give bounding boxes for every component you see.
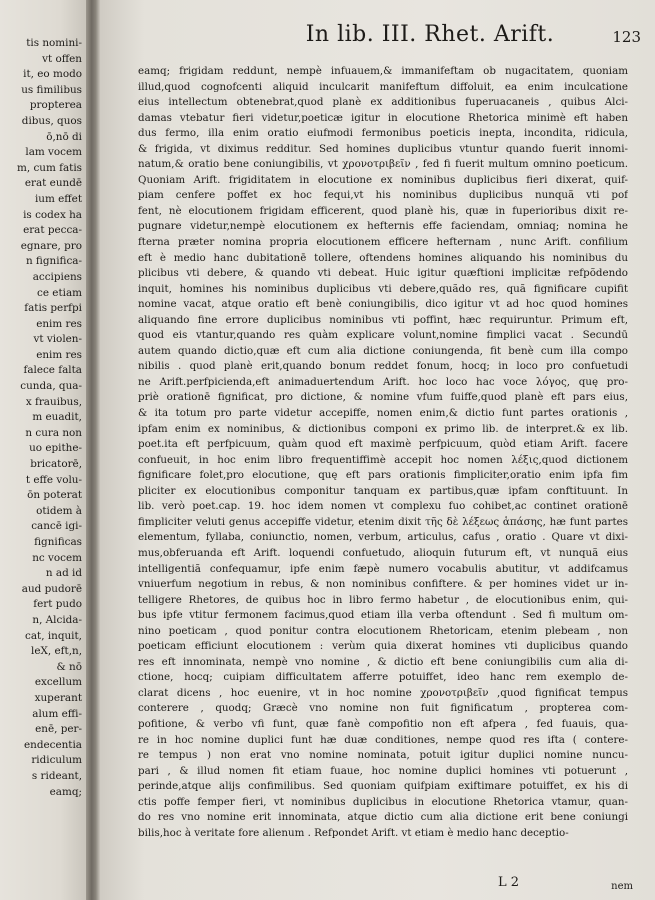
text-line: lib. verò poet.cap. 19. hoc idem nomen vt complexu fuo cohibet,ac continet orationē bbox=[138, 500, 628, 513]
text-line: bus ipfe vtitur fermonem facimus,quod etiam illa verba oftendunt . Sed fi multum om- bbox=[138, 609, 628, 622]
text-line: perinde,atque alijs confimilibus. Sed quoniam quifpiam exiftimare potuiffet, ex his di bbox=[138, 780, 628, 793]
page-number: 123 bbox=[612, 28, 641, 46]
text-line: natum,& oratio bene coniungibilis, vt χρονοτριβεῖν , fed fi fuerit multum omnino poeticum. bbox=[138, 158, 628, 171]
left-page-line: ridiculum bbox=[31, 754, 82, 767]
text-line: confueuit, in hoc enim libro frequentiffimè accepit hoc nomen λέξις,quod dictionem bbox=[138, 453, 628, 466]
left-page-line: n, Alcida- bbox=[32, 613, 82, 626]
text-line: dus fermo, illa enim oratio eiufmodi fermonibus poeticis inepta, incondita, ridicula, bbox=[138, 127, 628, 140]
left-page-line: ium effet bbox=[34, 192, 82, 205]
left-page-line: enim res bbox=[36, 348, 82, 361]
text-line: do res vno nomine erit innominata, atque dictio cum alia dictione erit bene coniungi bbox=[138, 811, 628, 824]
text-line: pugnare videtur,nempè elocutionem ex hefternis effe faciendam, omniaq; nomina he bbox=[138, 220, 628, 233]
left-page-line: bricatorē, bbox=[30, 458, 82, 471]
text-line: ipfam enim ex nominibus, & dictionibus componi ex primo lib. de interpret.& ex lib. bbox=[138, 422, 628, 435]
signature-mark: L 2 bbox=[498, 875, 520, 890]
left-page-line: falece falta bbox=[23, 364, 82, 377]
left-page-line: & nō bbox=[56, 660, 82, 673]
left-page-line: leX, eft,n, bbox=[31, 645, 82, 658]
text-line: eft è medio hanc dubitationē tollere, oftendens homines aliquando his nominibus du bbox=[138, 251, 628, 264]
text-line: plicibus vti debere, & quando vti debeat. Huic igitur quæftioni implicitæ refpõdendo bbox=[138, 267, 628, 280]
text-line: mus,obferuanda eft Arift. loquendi confuetudo, alioquin futurum eft, vt nunquã eius bbox=[138, 546, 628, 559]
left-page-line: ō,nō di bbox=[46, 130, 82, 143]
text-line: Quoniam Arift. frigiditatem in elocutione ex nominibus duplicibus fieri dixerat, quif- bbox=[138, 173, 628, 186]
text-line: priè orationē fignificat, pro dictione, & nomine vfum fuiffe,quod planè eft pars eius, bbox=[138, 391, 628, 404]
left-page-line: lam vocem bbox=[25, 146, 82, 159]
text-line: pliciter ex elocutionibus componitur tanquam ex partibus,quæ ipfam conftituunt. In bbox=[138, 484, 628, 497]
left-page-line: alum effi- bbox=[32, 707, 82, 720]
left-page-line: x frauibus, bbox=[25, 395, 82, 408]
left-page-line: egnare, pro bbox=[20, 239, 82, 252]
left-page-line: enē, per- bbox=[35, 723, 82, 736]
text-line: pofitione, & verbo vfi funt, quæ fanè compofitio non eft afpera , fed fuauis, qua- bbox=[138, 717, 628, 730]
text-line: poeticam efficiunt elocutionem : verùm quia dixerat homines vti duplicibus quando bbox=[138, 640, 628, 653]
left-page-line: fert pudo bbox=[33, 598, 82, 611]
left-page-line: erat pecca- bbox=[23, 224, 82, 237]
text-line: vniuerfum negotium in rebus, & non nominibus confiftere. & per homines videt ur in- bbox=[138, 578, 628, 591]
text-line: & frigida, vt diximus redditur. Sed homines duplicibus vtuntur quando fuerit innomi- bbox=[138, 142, 628, 155]
left-page-line: fignificas bbox=[34, 536, 82, 548]
text-line: re in hoc nomine duplici funt hæ duæ conditiones, nempe quod res ifta ( contere- bbox=[138, 733, 628, 746]
left-page-line: eamq; bbox=[49, 785, 82, 798]
left-page-line: propterea bbox=[29, 99, 82, 112]
left-page-line: vt offen bbox=[42, 52, 82, 65]
left-page-line: excellum bbox=[34, 676, 82, 689]
left-page-text-column bbox=[0, 36, 82, 800]
left-page-line: uo epithe- bbox=[29, 442, 82, 455]
text-line: autem quando dictio,quæ eft cum alia dictione coniungenda, fit benè cum illa compo bbox=[138, 344, 628, 357]
text-line: & ita totum pro parte videtur accepiffe, nomen enim,& dictio funt partes orationis , bbox=[138, 407, 628, 420]
left-page-line: cat, inquit, bbox=[25, 629, 82, 642]
left-page-line: tis nomini- bbox=[26, 37, 82, 49]
left-page-line: us fimilibus bbox=[21, 83, 82, 96]
text-line: pari , & illud nomen fit etiam fuaue, hoc nomine duplici homines vti potuerunt , bbox=[138, 764, 628, 777]
text-line: ne Arift.perfpicienda,eft animaduertendum Arift. hoc loco hac voce λόγος, quę pro- bbox=[138, 375, 628, 388]
text-line: piam cenfere poffet ex hoc fequi,vt his nominibus duplicibus nunquã vti pof bbox=[138, 189, 628, 202]
body-text bbox=[138, 64, 628, 841]
text-line: conterere , quodq; Græcè vno nomine non fuit fignificatum , propterea com- bbox=[138, 702, 628, 715]
left-page-line: enim res bbox=[36, 317, 82, 330]
text-line: aliquando fine errore duplicibus nominibus vti poffint, hæc requiruntur. Primum eft, bbox=[138, 313, 628, 326]
left-page-line: ce etiam bbox=[37, 286, 82, 299]
text-line: quod eis vtantur,quando res quàm explicare volunt,nomine fimplici vacat . Secundū bbox=[138, 329, 628, 342]
text-line: poet.ita eft perfpicuum, quàm quod eft maximè perfpicuum, quòd etiam Arift. facere bbox=[138, 438, 628, 451]
left-page-line: endecentia bbox=[24, 738, 82, 751]
text-line: fignificare folet,pro elocutione, quę eft pars orationis fimpliciter,oratio enim ipfa fim bbox=[138, 469, 628, 482]
left-page-line: it, eo modo bbox=[23, 68, 82, 81]
text-line: illud,quod cognofcenti aliquid inculcarit manifeftum diffoluit, ea enim inculcatione bbox=[138, 80, 628, 93]
left-page-line: cunda, qua- bbox=[20, 380, 82, 393]
left-page-line: m, cum fatis bbox=[17, 161, 82, 174]
text-line: damas vtebatur fieri videtur,poeticæ igitur in elocutione Rhetorica minimè eft haben bbox=[138, 111, 628, 124]
text-line: ctis poffe femper fieri, vt nominibus duplicibus in elocutione Rhetorica vtamur, quan- bbox=[138, 795, 628, 808]
left-page-line: nc vocem bbox=[32, 551, 82, 564]
text-line: res eft innominata, nempè vno nomine , & dictio eft bene coniungibilis cum alia di- bbox=[138, 655, 628, 668]
text-line: clarat dicens , hoc euenire, vt in hoc nomine χρονοτριβεῖν ,quod fignificat tempus bbox=[138, 686, 628, 699]
left-page bbox=[0, 0, 86, 900]
left-page-line: accipiens bbox=[32, 270, 82, 283]
right-page bbox=[100, 0, 655, 900]
left-page-line: m euadit, bbox=[32, 411, 82, 424]
text-line: inquit, homines his nominibus duplicibus vti debere,quãdo res, quã fignificare cupifit bbox=[138, 282, 628, 295]
left-page-line: otidem à bbox=[36, 504, 82, 517]
book-gutter bbox=[86, 0, 100, 900]
text-line: nibilis . quod planè erit,quando bonum reddet fonum, hocq; in loco pro confuetudi bbox=[138, 360, 628, 373]
text-line: intelligentiã confequamur, ipfe enim fæpè numero vocabulis abutitur, vt addifcamus bbox=[138, 562, 628, 575]
text-line: ctione, hocq; cuipiam difficultatem afferre potuiffet, ideo hanc rem exemplo de- bbox=[138, 671, 628, 684]
left-page-line: aud pudorē bbox=[21, 582, 82, 595]
left-page-line: s rideant, bbox=[31, 769, 82, 782]
left-page-line: t effe volu- bbox=[25, 473, 82, 486]
running-head: In lib. III. Rhet. Arift. bbox=[305, 22, 555, 47]
catchword: nem bbox=[611, 881, 633, 892]
left-page-line: erat eundē bbox=[24, 177, 82, 190]
text-line: elementum, fyllaba, coniunctio, nomen, verbum, articulus, cafus , oratio . Quare vt dixi- bbox=[138, 531, 628, 544]
left-page-line: xuperant bbox=[34, 691, 82, 704]
left-page-line: ōn poterat bbox=[27, 489, 82, 502]
text-line: eamq; frigidam reddunt, nempè infuauem,& immanifeftam ob nugacitatem, quoniam bbox=[138, 65, 628, 77]
left-page-line: vt violen- bbox=[33, 333, 82, 346]
left-page-line: n fignifica- bbox=[25, 255, 82, 268]
text-line: nino poeticam , quod ponitur contra elocutionem Rhetoricam, etenim plebeam , non bbox=[138, 624, 628, 637]
left-page-line: n ad id bbox=[45, 567, 82, 580]
left-page-line: cancē igi- bbox=[31, 520, 82, 533]
left-page-line: fatis perfpi bbox=[24, 302, 82, 315]
text-line: telligere Rhetores, de quibus hoc in libro fermo habetur , de elocutionibus enim, qui- bbox=[138, 593, 628, 606]
text-line: re tempus ) non erat vno nomine nominata, potuit igitur duplici nomine nuncu- bbox=[138, 749, 628, 762]
text-line: fterna præter nomina propria elocutionem efficere hefternam , nunc Arift. confilium bbox=[138, 236, 628, 249]
text-line: fimpliciter veluti genus accepiffe videtur, etenim dixit τῆς δὲ λέξεως ἁπάσης, hæ funt partes bbox=[138, 515, 628, 528]
text-line: eius intellectum obtenebrat,quod planè ex additionibus fuperuacaneis , quibus Alci- bbox=[138, 96, 628, 109]
left-page-line: dibus, quos bbox=[21, 114, 82, 127]
left-page-line: is codex ha bbox=[23, 208, 82, 221]
text-line: nomine vacat, atque oratio eft benè coniungibilis, dico igitur vt ad hoc quod homines bbox=[138, 298, 628, 311]
text-line: fent, nè elocutionem frigidam efficerent, quod planè his, quæ in fuperioribus dixit re- bbox=[138, 204, 628, 217]
left-page-line: n cura non bbox=[25, 426, 82, 439]
text-line: bilis,hoc à veritate fore alienum . Refpondet Arift. vt etiam è medio hanc deceptio- bbox=[138, 826, 569, 839]
